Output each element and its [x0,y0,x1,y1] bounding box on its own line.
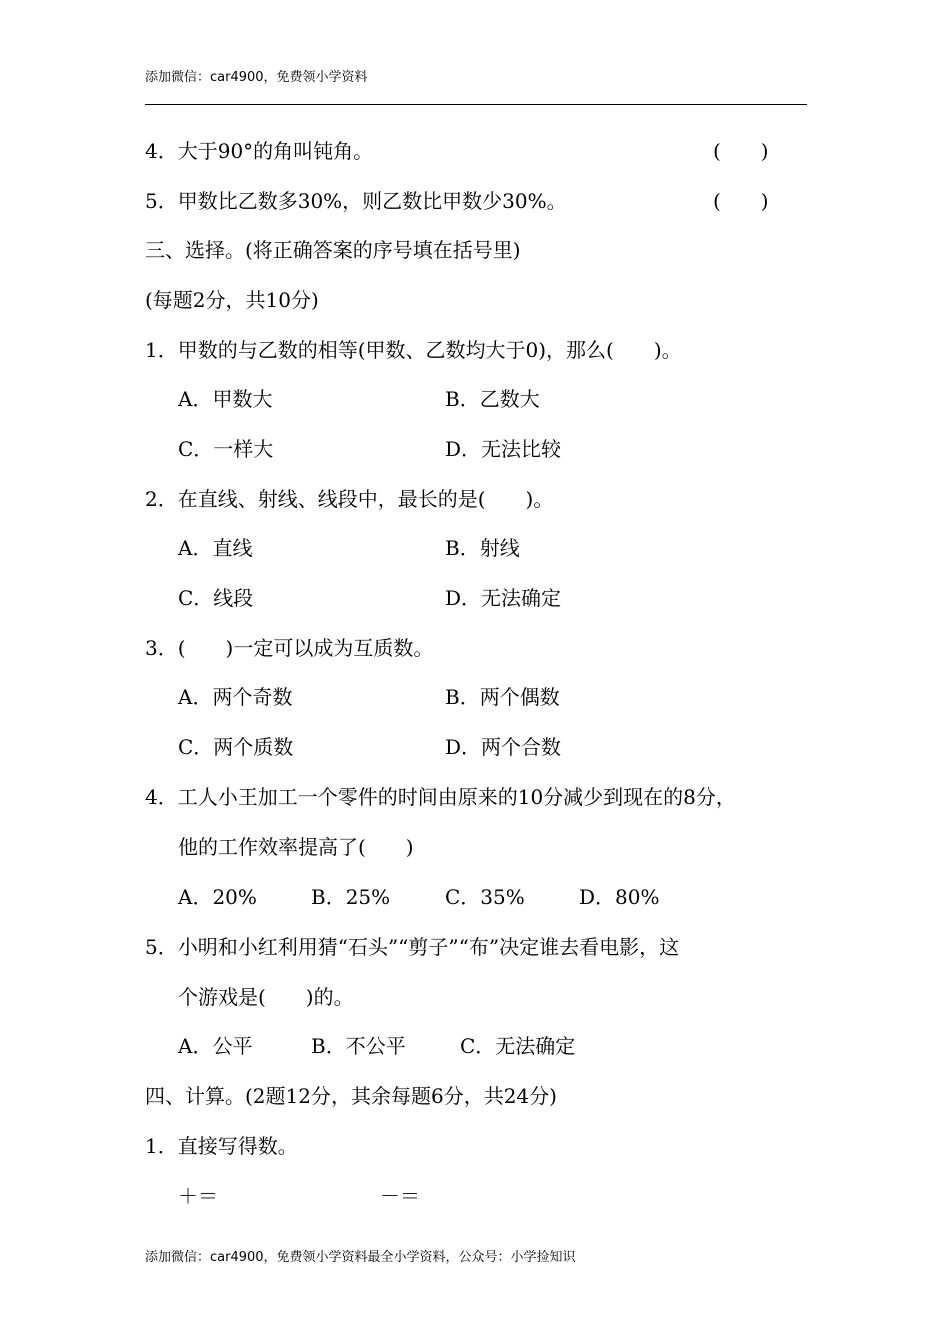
judge-item-4: 4．大于90°的角叫钝角。 [145,139,374,163]
question-3-stem: 3．( )一定可以成为互质数。 [145,636,434,660]
question-5-option-a: A．公平 [178,1034,253,1058]
question-5-stem-line-2: 个游戏是( )的。 [178,985,354,1009]
question-4-option-c: C．35% [445,885,525,909]
question-1-option-a: A．甲数大 [178,387,273,411]
question-2-option-a: A．直线 [178,536,253,560]
calc-expression-1: ＋＝ [178,1184,218,1208]
section-3-title: 三、选择。(将正确答案的序号填在括号里) [145,238,521,262]
header-divider [145,104,807,105]
judge-answer-paren-5: ( ) [713,189,769,213]
question-1-stem: 1．甲数的与乙数的相等(甲数、乙数均大于0)，那么( )。 [145,338,682,362]
judge-item-5: 5．甲数比乙数多30%，则乙数比甲数少30%。 [145,189,567,213]
question-5-option-c: C．无法确定 [460,1034,576,1058]
question-3-option-b: B．两个偶数 [445,685,560,709]
question-4-stem-line-2: 他的工作效率提高了( ) [178,835,414,859]
question-3-option-d: D．两个合数 [445,735,562,759]
question-4-option-b: B．25% [311,885,391,909]
header-note: 添加微信：car4900，免费领小学资料 [145,70,368,85]
footer-note: 添加微信：car4900，免费领小学资料最全小学资料，公众号：小学捡知识 [145,1250,576,1265]
question-4-option-d: D．80% [579,885,660,909]
section-3-score: (每题2分，共10分) [145,288,319,312]
question-3-option-a: A．两个奇数 [178,685,293,709]
question-1-option-b: B．乙数大 [445,387,540,411]
section-4-title: 四、计算。(2题12分，其余每题6分，共24分) [145,1084,557,1108]
question-2-option-d: D．无法确定 [445,586,562,610]
judge-answer-paren-4: ( ) [713,139,769,163]
section-4-subquestion-1: 1．直接写得数。 [145,1134,298,1158]
question-1-option-d: D．无法比较 [445,437,562,461]
question-2-option-c: C．线段 [178,586,254,610]
question-4-stem-line-1: 4．工人小王加工一个零件的时间由原来的10分减少到现在的8分， [145,785,736,809]
question-4-option-a: A．20% [178,885,257,909]
question-3-option-c: C．两个质数 [178,735,294,759]
question-2-stem: 2．在直线、射线、线段中，最长的是( )。 [145,487,554,511]
calc-expression-2: －＝ [380,1184,420,1208]
question-5-option-b: B．不公平 [311,1034,406,1058]
question-5-stem-line-1: 5．小明和小红利用猜“石头”“剪子”“布”决定谁去看电影，这 [145,935,680,959]
question-1-option-c: C．一样大 [178,437,274,461]
question-2-option-b: B．射线 [445,536,520,560]
